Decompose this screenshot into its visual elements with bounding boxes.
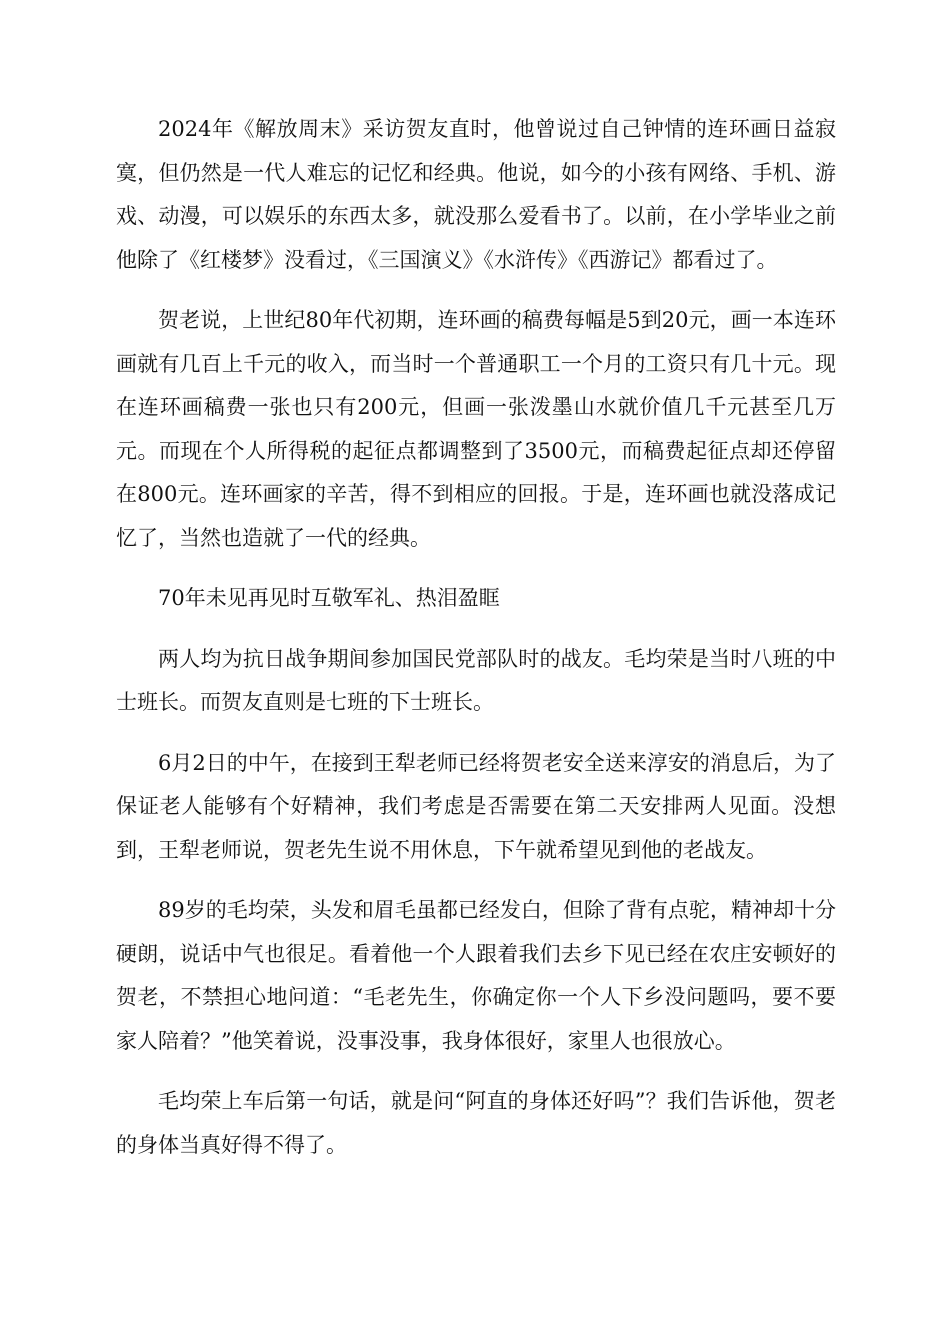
paragraph-june-second: 6月2日的中午，在接到王犁老师已经将贺老安全送来淳安的消息后，为了保证老人能够有个好精神，我们考虑是否需要在第二天安排两人见面。没想到，王犁老师说，贺老先生说不用休息，下午就希望见到他的老战友。 <box>116 750 836 862</box>
section-heading-reunion: 70年未见再见时互敬军礼、热泪盈眶 <box>158 586 500 610</box>
paragraph-mao-junrong: 89岁的毛均荣，头发和眉毛虽都已经发白，但除了背有点驼，精神却十分硬朗，说话中气也很足。看着他一个人跟着我们去乡下见已经在农庄安顿好的贺老，不禁担心地问道：“毛老先生，你确定你一个人下乡没问题吗，要不要家人陪着？”他笑着说，没事没事，我身体很好，家里人也很放心。 <box>116 898 836 1053</box>
article-body <box>116 108 836 1184</box>
paragraph-comrades: 两人均为抗日战争期间参加国民党部队时的战友。毛均荣是当时八班的中士班长。而贺友直则是七班的下士班长。 <box>116 646 836 714</box>
paragraph-royalties: 贺老说，上世纪80年代初期，连环画的稿费每幅是5到20元，画一本连环画就有几百上千元的收入，而当时一个普通职工一个月的工资只有几十元。现在连环画稿费一张也只有200元，但画一张泼墨山水就价值几千元甚至几万元。而现在个人所得税的起征点都调整到了3500元，而稿费起征点却还停留在800元。连环画家的辛苦，得不到相应的回报。于是，连环画也就没落成记忆了，当然也造就了一代的经典。 <box>116 308 836 550</box>
paragraph-first-words: 毛均荣上车后第一句话，就是问“阿直的身体还好吗”？我们告诉他，贺老的身体当真好得不得了。 <box>116 1089 836 1157</box>
paragraph-interview: 2024年《解放周末》采访贺友直时，他曾说过自己钟情的连环画日益寂寞，但仍然是一代人难忘的记忆和经典。他说，如今的小孩有网络、手机、游戏、动漫，可以娱乐的东西太多，就没那么爱看书了。以前，在小学毕业之前他除了《红楼梦》没看过，《三国演义》《水浒传》《西游记》都看过了。 <box>116 117 836 272</box>
